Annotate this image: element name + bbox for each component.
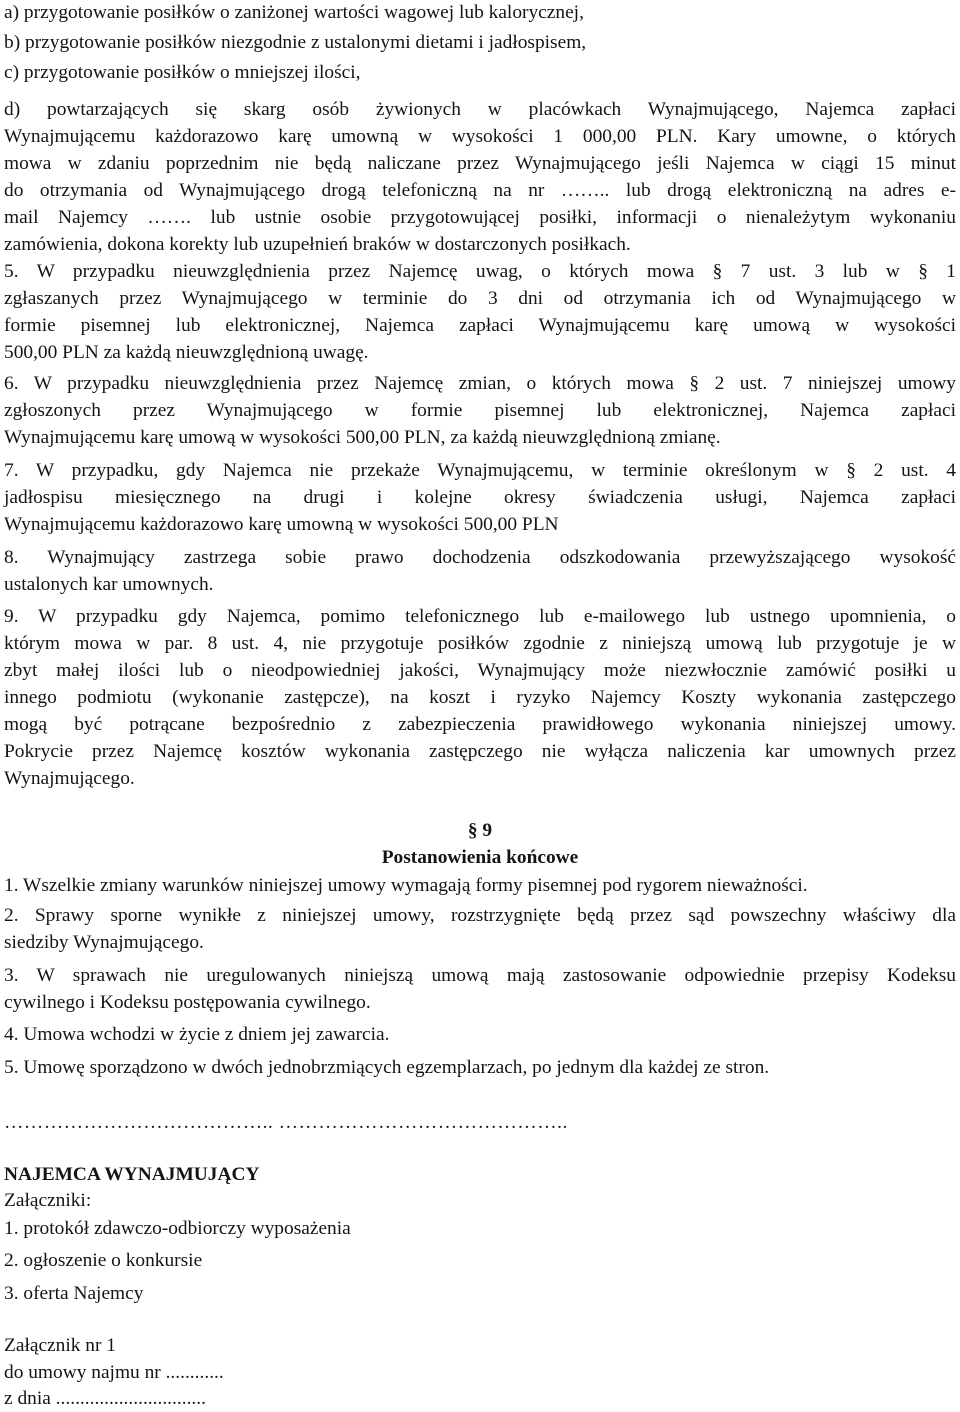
annex-title: Załącznik nr 1 (4, 1335, 116, 1356)
paragraph-6-line: 6. W przypadku nieuwzględnienia przez Najemcę zmian, o których mowa § 2 ust. 7 niniejszej umowy (4, 373, 956, 394)
attachments-heading: Załączniki: (4, 1190, 92, 1211)
item-d-line: Wynajmującemu każdorazowo karę umowną w wysokości 1 000,00 PLN. Kary umowne, o których (4, 126, 956, 147)
signature-lines: ………………………………….. …………………………………….. (4, 1112, 568, 1133)
paragraph-8-line: 8. Wynajmujący zastrzega sobie prawo dochodzenia odszkodowania przewyższającego wysokość (4, 547, 956, 568)
paragraph-7-line: 7. W przypadku, gdy Najemca nie przekaże Wynajmującemu, w terminie określonym w § 2 ust. 4 (4, 460, 956, 481)
paragraph-9-line: mogą być potrącane bezpośrednio z zabezpieczenia prawidłowego wykonania niniejszej umowy. (4, 714, 956, 735)
item-d-line: d) powtarzających się skarg osób żywionych w placówkach Wynajmującego, Najemca zapłaci (4, 99, 956, 120)
paragraph-5-line: 500,00 PLN za każdą nieuwzględnioną uwagę. (4, 342, 369, 363)
attachment-item: 1. protokół zdawczo-odbiorczy wyposażenia (4, 1218, 351, 1239)
attachment-item: 2. ogłoszenie o konkursie (4, 1250, 203, 1271)
paragraph-6-line: zgłoszonych przez Wynajmującego w formie pisemnej lub elektronicznej, Najemca zapłaci (4, 400, 956, 421)
item-d-line: zamówienia, dokona korekty lub uzupełnień braków w dostarczonych posiłkach. (4, 234, 631, 255)
section-number: § 9 (467, 820, 493, 841)
paragraph-7-line: Wynajmującemu każdorazowo karę umowną w wysokości 500,00 PLN (4, 514, 559, 535)
paragraph-9-line: którym mowa w par. 8 ust. 4, nie przygotuje posiłków zgodnie z niniejszą umową lub przygotuje je w (4, 633, 956, 654)
paragraph-9-line: Pokrycie przez Najemcę kosztów wykonania zastępczego nie wyłącza naliczenia kar umownych przez (4, 741, 956, 762)
final-item-2-line: siedziby Wynajmującego. (4, 932, 204, 953)
section-title: Postanowienia końcowe (381, 847, 579, 868)
item-b: b) przygotowanie posiłków niezgodnie z ustalonymi dietami i jadłospisem, (4, 32, 587, 53)
paragraph-9-line: innego podmiotu (wykonanie zastępcze), na koszt i ryzyko Najemcy Koszty wykonania zastępczego (4, 687, 956, 708)
paragraph-8-line: ustalonych kar umownych. (4, 574, 214, 595)
signature-parties: NAJEMCA WYNAJMUJĄCY (4, 1164, 260, 1185)
annex-date: z dnia ............................... (4, 1388, 206, 1409)
paragraph-9-line: zbyt małej ilości lub o nieodpowiedniej jakości, Wynajmujący może niezwłocznie zamówić posiłki u (4, 660, 956, 681)
final-item-3-line: 3. W sprawach nie uregulowanych niniejszą umową mają zastosowanie odpowiednie przepisy Kodeksu (4, 965, 956, 986)
paragraph-7-line: jadłospisu miesięcznego na drugi i kolejne okresy świadczenia usługi, Najemca zapłaci (4, 487, 956, 508)
item-c: c) przygotowanie posiłków o mniejszej ilości, (4, 62, 361, 83)
paragraph-9-line: Wynajmującego. (4, 768, 135, 789)
item-d-line: mowa w zdaniu poprzednim nie będą naliczane przez Wynajmującego jeśli Najemca w ciągi 15 minut (4, 153, 956, 174)
paragraph-6-line: Wynajmującemu karę umową w wysokości 500,00 PLN, za każdą nieuwzględnioną zmianę. (4, 427, 721, 448)
item-d-line: do otrzymania od Wynajmującego drogą telefoniczną na nr …….. lub drogą elektroniczną na adres e- (4, 180, 956, 201)
final-item-1: 1. Wszelkie zmiany warunków niniejszej umowy wymagają formy pisemnej pod rygorem nieważności. (4, 875, 808, 896)
paragraph-5-line: 5. W przypadku nieuwzględnienia przez Najemcę uwag, o których mowa § 7 ust. 3 lub w § 1 (4, 261, 956, 282)
final-item-5: 5. Umowę sporządzono w dwóch jednobrzmiących egzemplarzach, po jednym dla każdej ze stron. (4, 1057, 770, 1078)
attachment-item: 3. oferta Najemcy (4, 1283, 144, 1304)
item-a: a) przygotowanie posiłków o zaniżonej wartości wagowej lub kalorycznej, (4, 2, 584, 23)
paragraph-5-line: zgłaszanych przez Wynajmującego w terminie do 3 dni od otrzymania ich od Wynajmującego w (4, 288, 956, 309)
final-item-4: 4. Umowa wchodzi w życie z dniem jej zawarcia. (4, 1024, 390, 1045)
final-item-3-line: cywilnego i Kodeksu postępowania cywilnego. (4, 992, 371, 1013)
paragraph-9-line: 9. W przypadku gdy Najemca, pomimo telefonicznego lub e-mailowego lub ustnego upomnienia, o (4, 606, 956, 627)
annex-contract-ref: do umowy najmu nr ............ (4, 1362, 224, 1383)
item-d-line: mail Najemcy ……. lub ustnie osobie przygotowującej posiłki, informacji o nienależytym wykonaniu (4, 207, 956, 228)
final-item-2-line: 2. Sprawy sporne wynikłe z niniejszej umowy, rozstrzygnięte będą przez sąd powszechny właściwy dla (4, 905, 956, 926)
paragraph-5-line: formie pisemnej lub elektronicznej, Najemca zapłaci Wynajmującemu karę umową w wysokości (4, 315, 956, 336)
